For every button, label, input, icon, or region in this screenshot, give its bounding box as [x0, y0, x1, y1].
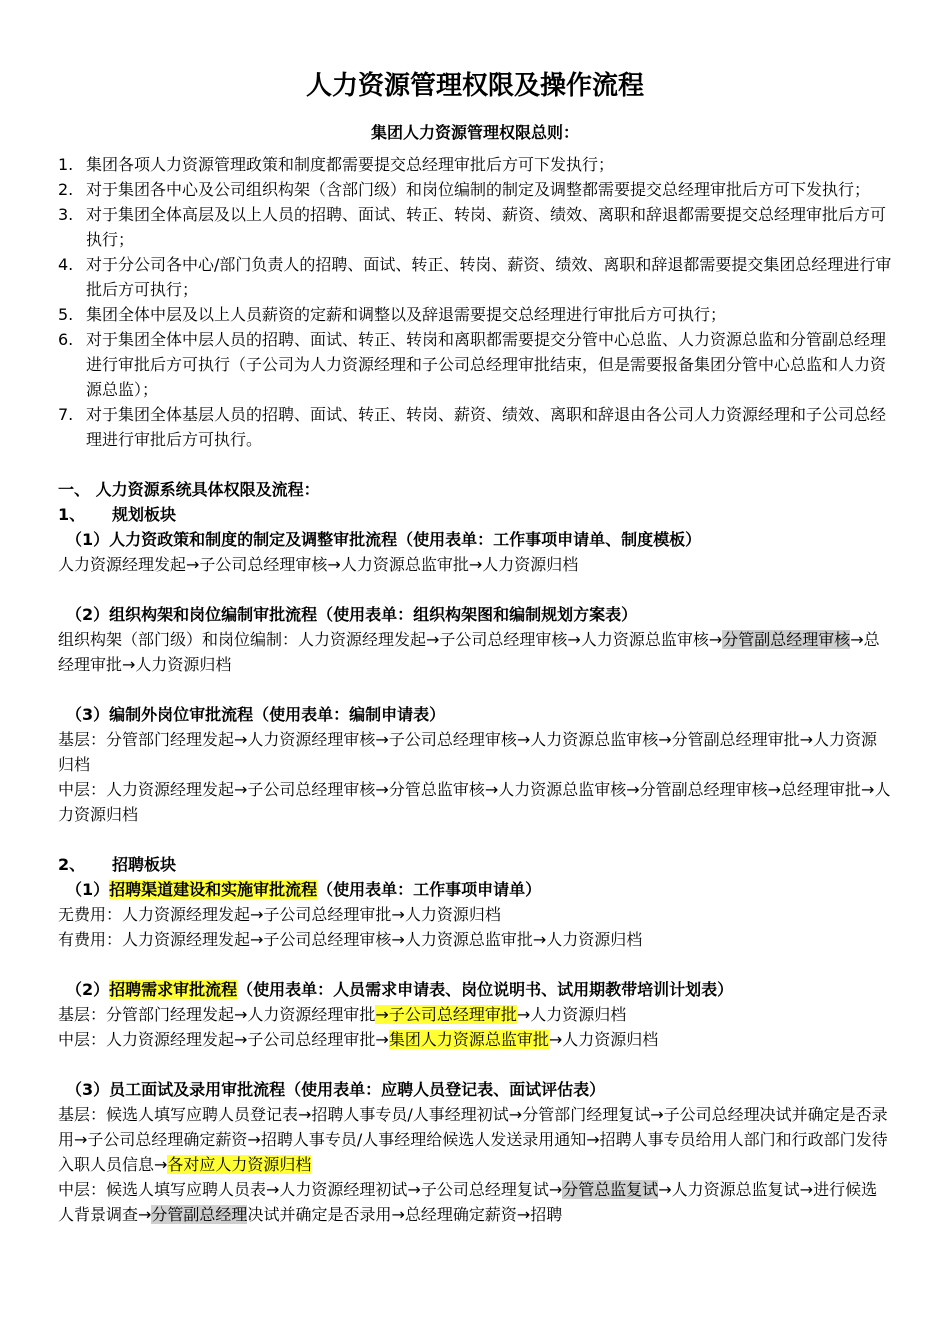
document-subtitle: 集团人力资源管理权限总则： [370, 123, 579, 142]
rule-item [58, 177, 892, 202]
rule-text: 对于集团全体中层人员的招聘、面试、转正、转岗和离职都需要提交分管中心总监、人力资源总监和分管副总经理进行审批后方可执行（子公司为人力资源经理和子公司总经理审批结束，但是需要报备集团分管中心总监和人力资源总监）； [86, 330, 887, 399]
highlight-gray: 分管总监复试 [562, 1180, 659, 1199]
item-title: （2）招聘需求审批流程（使用表单：人员需求申请表、岗位说明书、试用期教带培训计划表） [66, 980, 734, 999]
flow-line: 人力资源经理发起→子公司总经理审核→人力资源总监审批→人力资源归档 [58, 555, 579, 574]
block-heading-recruitment: 2、 招聘板块 [58, 855, 177, 874]
flow-line: 中层：人力资源经理发起→子公司总经理审批→集团人力资源总监审批→人力资源归档 [58, 1030, 659, 1049]
flow-line: 基层：候选人填写应聘人员登记表→招聘人事专员/人事经理初试→分管部门经理复试→子公司总经理决试并确定是否录用→子公司总经理确定薪资→招聘人事专员/人事经理给候选人发送录用通知→招聘人事专员给用人部门和行政部门发待入职人员信息→各对应人力资源归档 [58, 1105, 888, 1174]
rules-list [58, 152, 892, 452]
flow-line: 有费用：人力资源经理发起→子公司总经理审核→人力资源总监审批→人力资源归档 [58, 930, 643, 949]
rule-item [58, 327, 892, 402]
rule-text: 对于集团全体高层及以上人员的招聘、面试、转正、转岗、薪资、绩效、离职和辞退都需要提交总经理审批后方可执行； [86, 205, 887, 249]
rule-text: 集团各项人力资源管理政策和制度都需要提交总经理审批后方可下发执行； [86, 155, 615, 174]
highlight-yellow: →子公司总经理审批 [375, 1005, 517, 1024]
rule-number: 1. [58, 155, 74, 174]
flow-line: 中层：候选人填写应聘人员表→人力资源经理初试→子公司总经理复试→分管总监复试→人力资源总监复试→进行候选人背景调查→分管副总经理决试并确定是否录用→总经理确定薪资→招聘 [58, 1180, 878, 1224]
rule-item [58, 252, 892, 302]
highlight-yellow: 各对应人力资源归档 [167, 1155, 312, 1174]
rule-text: 对于分公司各中心/部门负责人的招聘、面试、转正、转岗、薪资、绩效、离职和辞退都需要提交集团总经理进行审批后方可执行； [86, 255, 892, 299]
highlight-yellow: 集团人力资源总监审批 [388, 1030, 549, 1049]
item-title: （3）编制外岗位审批流程（使用表单：编制申请表） [66, 705, 446, 724]
highlight-gray: 分管副总经理审核 [722, 630, 851, 649]
rule-text: 对于集团各中心及公司组织构架（含部门级）和岗位编制的制定及调整都需要提交总经理审批后方可下发执行； [86, 180, 871, 199]
item-title: （1）人力资政策和制度的制定及调整审批流程（使用表单：工作事项申请单、制度模板） [66, 530, 702, 549]
item-title: （1）招聘渠道建设和实施审批流程（使用表单：工作事项申请单） [66, 880, 542, 899]
block-heading-planning: 1、 规划板块 [58, 505, 177, 524]
rule-number: 6. [58, 330, 74, 349]
document-title: 人力资源管理权限及操作流程 [305, 71, 644, 101]
rule-number: 7. [58, 405, 74, 424]
highlight-gray: 分管副总经理 [151, 1205, 248, 1224]
rule-text: 集团全体中层及以上人员薪资的定薪和调整以及辞退需要提交总经理进行审批后方可执行； [86, 305, 727, 324]
highlight-yellow: 招聘渠道建设和实施审批流程 [109, 880, 318, 899]
item-title: （3）员工面试及录用审批流程（使用表单：应聘人员登记表、面试评估表） [66, 1080, 606, 1099]
rule-item [58, 302, 892, 327]
item-title: （2）组织构架和岗位编制审批流程（使用表单：组织构架图和编制规划方案表） [66, 605, 638, 624]
flow-line: 组织构架（部门级）和岗位编制：人力资源经理发起→子公司总经理审核→人力资源总监审核→分管副总经理审核→总经理审批→人力资源归档 [58, 630, 880, 674]
rule-text: 对于集团全体基层人员的招聘、面试、转正、转岗、薪资、绩效、离职和辞退由各公司人力资源经理和子公司总经理进行审批后方可执行。 [86, 405, 887, 449]
flow-line: 基层：分管部门经理发起→人力资源经理审核→子公司总经理审核→人力资源总监审核→分管副总经理审批→人力资源归档 [58, 730, 878, 774]
section-heading: 一、 人力资源系统具体权限及流程： [58, 480, 320, 499]
rule-number: 3. [58, 205, 74, 224]
flow-line: 基层：分管部门经理发起→人力资源经理审批→子公司总经理审批→人力资源归档 [58, 1005, 627, 1024]
rule-item [58, 152, 892, 177]
flow-line: 无费用：人力资源经理发起→子公司总经理审批→人力资源归档 [58, 905, 501, 924]
rule-item [58, 402, 892, 452]
highlight-yellow: 招聘需求审批流程 [109, 980, 238, 999]
rule-number: 4. [58, 255, 74, 274]
rule-item [58, 202, 892, 252]
rule-number: 2. [58, 180, 74, 199]
rule-number: 5. [58, 305, 74, 324]
flow-line: 中层：人力资源经理发起→子公司总经理审核→分管总监审核→人力资源总监审核→分管副总经理审核→总经理审批→人力资源归档 [58, 780, 891, 824]
